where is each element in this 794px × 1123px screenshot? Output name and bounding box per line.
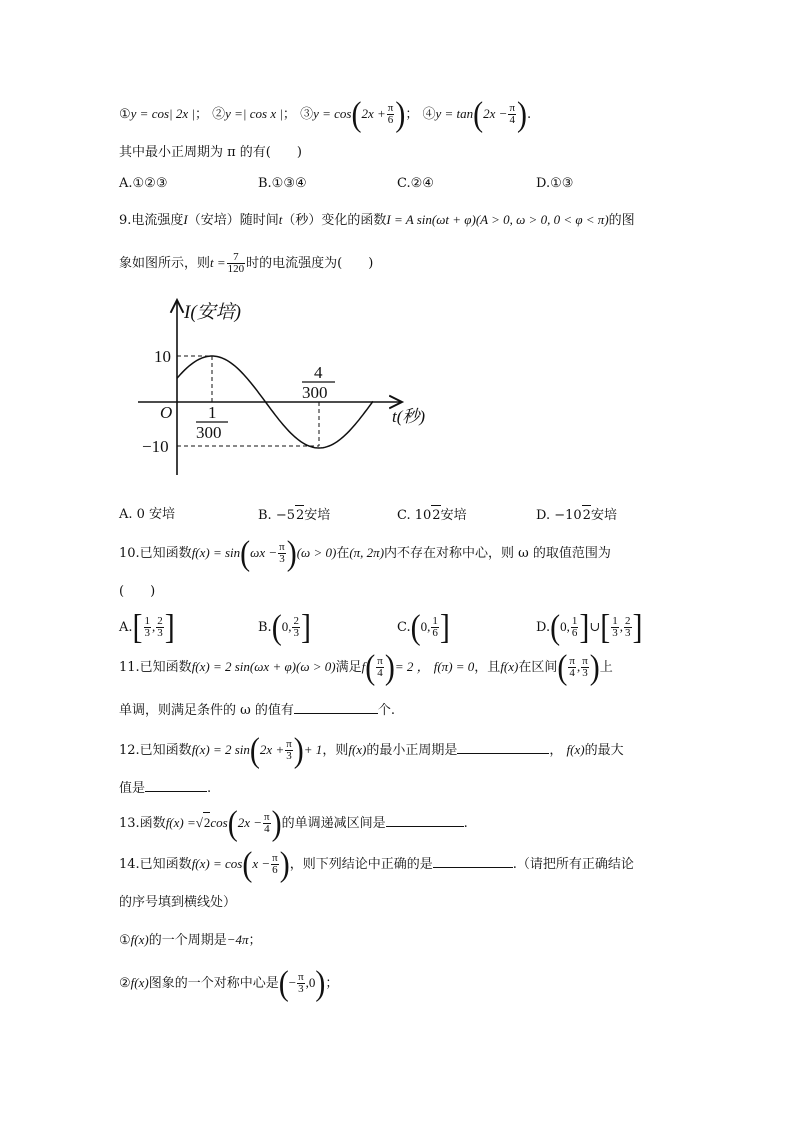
text: . <box>207 781 212 796</box>
expr-2: y =| cos x | <box>225 106 283 121</box>
text: ，且 <box>474 660 501 675</box>
opt-letter: C. <box>397 620 411 635</box>
frac-den: 3 <box>279 553 285 565</box>
formula: I = A sin(ωt + φ)(A > 0, ω > 0, 0 < φ < π) <box>386 212 609 227</box>
num: 2 <box>625 615 631 627</box>
frac-num: π <box>509 102 516 114</box>
q9-number: 9.电流强度 <box>119 213 184 228</box>
frac-num: 7 <box>227 252 246 264</box>
q11-number: 11.已知函数 <box>119 660 192 675</box>
q8-functions-line <box>119 94 532 133</box>
q9-line1 <box>119 210 635 231</box>
den: 3 <box>625 627 631 639</box>
text: 象如图所示，则 <box>119 256 211 271</box>
fraction <box>285 739 293 762</box>
item-marker-1: ① <box>119 107 131 122</box>
plus1: + 1 <box>303 742 323 757</box>
fraction <box>278 542 286 565</box>
text: ； <box>248 933 262 948</box>
paren-open: ( <box>557 647 568 686</box>
fx: f(x) <box>500 659 519 674</box>
expr-3b: 2x + <box>361 106 386 121</box>
zero: 0, <box>420 619 431 634</box>
unit: 安培 <box>304 508 331 523</box>
q8-question: 其中最小正周期为 π 的有( ) <box>119 145 302 160</box>
cos: cos <box>210 815 228 830</box>
paren-open: ( <box>351 94 362 133</box>
fraction <box>144 616 152 639</box>
minus: − <box>288 975 297 990</box>
fpi: f(π) = 0 <box>433 659 475 674</box>
text: . <box>463 816 468 831</box>
text: 上 <box>599 660 613 675</box>
paren-open: ( <box>473 94 484 133</box>
x-axis-label: t(秒) <box>392 407 426 426</box>
q14-line1 <box>119 844 634 883</box>
frac-den: 6 <box>387 114 394 126</box>
zero: 0, <box>560 619 570 634</box>
q9-option-d[interactable] <box>536 505 617 526</box>
text: 内不存在对称中心，则 ω 的取值范围为 <box>384 546 611 561</box>
fraction <box>227 252 246 275</box>
answer-blank[interactable] <box>433 853 513 868</box>
paren-open: ( <box>365 647 376 686</box>
item-marker-2: ② <box>212 107 226 122</box>
x-tick-4-den: 300 <box>302 383 328 402</box>
bracket-close: ] <box>632 607 643 646</box>
expr-4b: 2x − <box>483 106 508 121</box>
fraction <box>581 656 589 679</box>
frac-num: π <box>279 541 285 553</box>
fx: f(x) <box>130 932 149 947</box>
opt-text: D. −10 <box>536 508 582 523</box>
origin-label: O <box>160 403 173 422</box>
sep: ； <box>405 107 419 122</box>
text: ； <box>325 976 339 991</box>
y-tick-neg10: −10 <box>142 437 169 456</box>
num: π <box>272 852 278 864</box>
paren-open: ( <box>278 963 289 1002</box>
paren-close: ) <box>293 730 304 769</box>
text: 的单调递减区间是 <box>281 816 386 831</box>
y-axis-label: I(安培) <box>184 302 241 323</box>
paren-open: ( <box>242 844 253 883</box>
item-marker-4: ④ <box>422 107 436 122</box>
text: 的最小正周期是 <box>366 743 458 758</box>
num: 1 <box>144 615 151 627</box>
q8-option-d[interactable]: D.①③ <box>536 176 574 191</box>
f-expr: f(x) = cos <box>191 856 243 871</box>
q10-paren: ( ) <box>119 584 156 599</box>
text: ， <box>549 743 563 758</box>
x-tick-4-num: 4 <box>314 363 323 382</box>
fraction <box>271 853 279 876</box>
num: 2 <box>157 615 163 627</box>
interval: (π, 2π) <box>349 545 385 560</box>
fx: f(x) <box>130 975 149 990</box>
fraction <box>292 616 300 639</box>
paren-close: ) <box>395 94 406 133</box>
var-I: I <box>183 212 188 227</box>
opt-text: B. −5 <box>258 508 295 523</box>
comma: , <box>152 619 156 634</box>
opt-letter: B. <box>258 620 272 635</box>
sqrt: 2 <box>203 812 211 833</box>
paren-close: ) <box>271 803 282 842</box>
eq: = 2 ， <box>394 659 430 674</box>
q9-option-a[interactable]: A. 0 安培 <box>119 507 176 522</box>
text: ，则 <box>322 743 349 758</box>
inner: x − <box>252 856 271 871</box>
q14-line2: 的序号填到横线处） <box>119 895 237 910</box>
q8-option-c[interactable]: C.②④ <box>397 176 434 191</box>
num: 1 <box>571 615 578 627</box>
fraction <box>508 103 516 126</box>
opt-letter: D. <box>536 620 551 635</box>
y-tick-10: 10 <box>154 347 171 366</box>
text: 的图 <box>608 213 635 228</box>
q10-option-b[interactable] <box>258 607 311 646</box>
text: 单调，则满足条件的 ω 的值有 <box>119 703 294 718</box>
num: π <box>569 655 575 667</box>
bracket-close: ] <box>579 607 590 646</box>
fx: f(x) <box>566 742 585 757</box>
q9-option-c[interactable] <box>397 505 467 526</box>
answer-blank[interactable] <box>386 812 464 827</box>
fraction <box>431 616 439 639</box>
den: 6 <box>432 627 438 639</box>
fraction <box>376 656 384 679</box>
q10-option-d[interactable] <box>536 607 643 646</box>
q14-item2 <box>119 963 339 1002</box>
num: π <box>298 971 304 983</box>
num: 1 <box>432 615 438 627</box>
den: 4 <box>569 667 575 679</box>
den: 4 <box>377 667 383 679</box>
inner: 2x + <box>259 742 285 757</box>
num: π <box>286 738 292 750</box>
q8-option-b[interactable]: B.①③④ <box>258 176 307 191</box>
fraction <box>263 812 271 835</box>
q10-number: 10.已知函数 <box>119 546 192 561</box>
sqrt: 2 <box>295 505 304 526</box>
fraction <box>571 616 579 639</box>
value: −4π <box>226 932 249 947</box>
expr-1: y = cos| 2x | <box>130 106 195 121</box>
paren-close: ) <box>384 647 395 686</box>
text: 时的电流强度为( ) <box>246 256 374 271</box>
bracket-close: ] <box>300 607 311 646</box>
den: 4 <box>264 823 270 835</box>
num: π <box>264 811 270 823</box>
zero: 0, <box>281 619 292 634</box>
t-eq: t = <box>210 255 226 270</box>
text: .（请把所有正确结论 <box>512 857 634 872</box>
text: 图象的一个对称中心是 <box>148 976 279 991</box>
bracket-open: [ <box>600 607 611 646</box>
text: 在区间 <box>518 660 558 675</box>
answer-blank[interactable] <box>457 739 549 754</box>
opt-text: C. 10 <box>397 508 432 523</box>
frac-den: 4 <box>509 114 515 126</box>
paren-close: ) <box>315 963 326 1002</box>
den: 3 <box>582 667 588 679</box>
f-expr: f(x) = sin <box>191 545 241 560</box>
q13-number: 13.函数 <box>119 816 166 831</box>
den: 6 <box>272 864 278 876</box>
den: 3 <box>157 627 163 639</box>
paren-close: ) <box>286 533 297 572</box>
inner: ωx − <box>250 545 278 560</box>
period: . <box>527 107 532 122</box>
paren-open: ( <box>410 607 421 646</box>
sqrt: 2 <box>431 505 440 526</box>
cond: (ω > 0) <box>296 545 337 560</box>
q12-number: 12.已知函数 <box>119 743 192 758</box>
text: 的最大 <box>584 743 624 758</box>
num: 2 <box>293 615 299 627</box>
paren-open: ( <box>271 607 282 646</box>
fraction <box>568 656 576 679</box>
q8-option-a[interactable]: A.①②③ <box>119 176 168 191</box>
expr-4a: y = tan <box>435 106 474 121</box>
q10-option-a[interactable] <box>119 607 175 646</box>
x-tick-1-den: 300 <box>196 423 222 442</box>
zero: ,0 <box>305 975 316 990</box>
text: （安培）随时间 <box>187 213 279 228</box>
paren-close: ) <box>517 94 528 133</box>
q12-line1 <box>119 730 624 769</box>
paren-close: ) <box>589 647 600 686</box>
q9-option-b[interactable] <box>258 505 330 526</box>
fraction <box>624 616 632 639</box>
answer-blank[interactable] <box>145 777 207 792</box>
text: 个. <box>377 703 396 718</box>
paren-open: ( <box>249 730 260 769</box>
bracket-close: ] <box>439 607 450 646</box>
fraction <box>156 616 164 639</box>
bracket-close: ] <box>164 607 175 646</box>
q10-option-c[interactable] <box>397 607 450 646</box>
text: （秒）变化的函数 <box>282 213 387 228</box>
q14-item1 <box>119 930 262 951</box>
comma: , <box>576 659 581 674</box>
den: 3 <box>293 627 299 639</box>
paren-close: ) <box>279 844 290 883</box>
frac-den: 120 <box>227 263 245 275</box>
paren-open: ( <box>550 607 561 646</box>
den: 3 <box>286 750 292 762</box>
paren-open: ( <box>240 533 251 572</box>
num: π <box>377 655 383 667</box>
union: ∪ <box>589 619 601 634</box>
num: 1 <box>612 615 618 627</box>
q10-line1 <box>119 533 611 572</box>
sep: ； <box>282 107 296 122</box>
item-marker: ② <box>119 976 131 991</box>
q13-line <box>119 803 468 842</box>
sep: ； <box>194 107 208 122</box>
fraction <box>297 972 305 995</box>
den: 3 <box>144 627 151 639</box>
inner: 2x − <box>237 815 263 830</box>
sqrt-sign: √ <box>195 815 203 830</box>
frac-num: π <box>387 102 394 114</box>
paren-open: ( <box>227 803 238 842</box>
text: 满足 <box>335 660 362 675</box>
current-graph <box>130 292 440 482</box>
item-marker: ① <box>119 933 131 948</box>
text: 在 <box>336 546 350 561</box>
den: 6 <box>571 627 578 639</box>
q9-line2 <box>119 252 373 275</box>
sqrt: 2 <box>582 505 591 526</box>
text: ，则下列结论中正确的是 <box>289 857 433 872</box>
answer-blank[interactable] <box>294 699 378 714</box>
q11-line2 <box>119 699 395 721</box>
x-tick-1-num: 1 <box>208 403 217 422</box>
text: 值是 <box>119 781 146 796</box>
num: π <box>582 655 588 667</box>
opt-letter: A. <box>119 620 133 635</box>
q11-line1 <box>119 647 613 686</box>
expr-3a: y = cos <box>313 106 352 121</box>
q14-number: 14.已知函数 <box>119 857 192 872</box>
f-expr: f(x) = 2 sin(ωx + φ)(ω > 0) <box>191 659 336 674</box>
item-marker-3: ③ <box>300 107 314 122</box>
var-t: t <box>278 212 283 227</box>
f-expr: f(x) = 2 sin <box>191 742 250 757</box>
bracket-open: [ <box>132 607 143 646</box>
q12-line2 <box>119 777 211 799</box>
comma: , <box>619 619 623 634</box>
unit: 安培 <box>590 508 617 523</box>
f-expr: f(x) = <box>165 815 196 830</box>
unit: 安培 <box>440 508 467 523</box>
fx: f(x) <box>348 742 367 757</box>
text: 的一个周期是 <box>148 933 227 948</box>
fraction <box>611 616 619 639</box>
fraction <box>387 103 395 126</box>
f: f <box>361 659 366 674</box>
den: 3 <box>298 983 304 995</box>
den: 3 <box>612 627 618 639</box>
